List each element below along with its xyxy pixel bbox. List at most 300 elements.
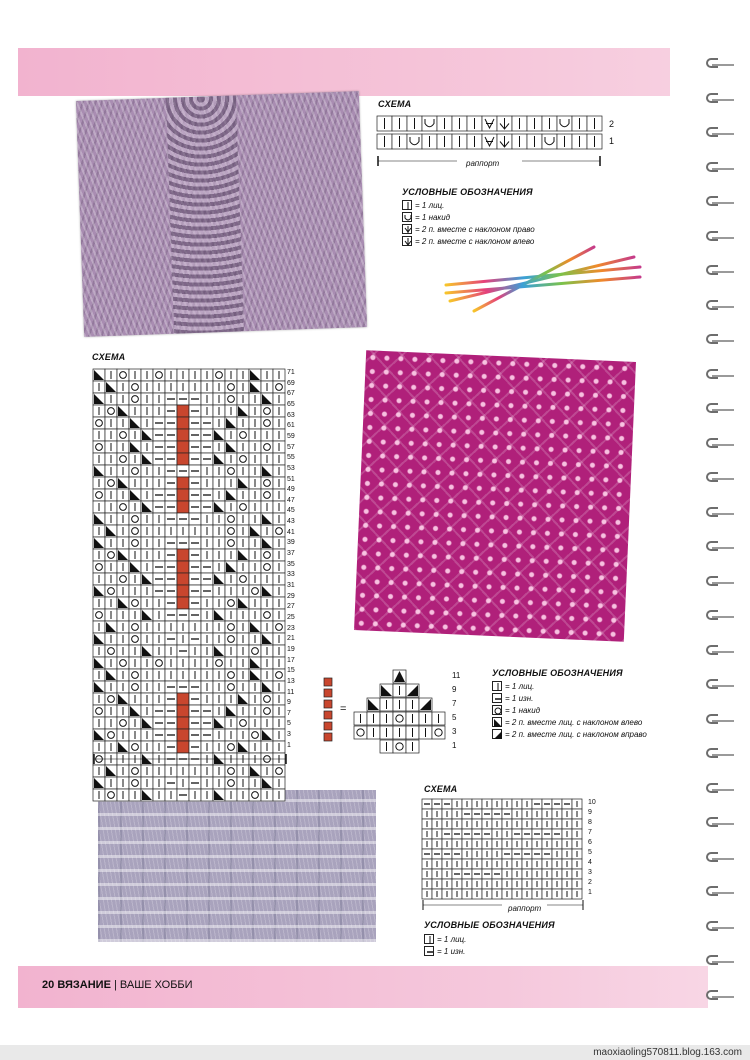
chart-cell [532, 799, 542, 809]
chart-cell [105, 489, 117, 501]
pattern1-heading: СХЕМА [378, 99, 412, 109]
chart-cell [165, 777, 177, 789]
chart-cell [189, 561, 201, 573]
chart-cell [261, 573, 273, 585]
chart-cell [492, 849, 502, 859]
chart-cell [165, 681, 177, 693]
chart-cell [442, 889, 452, 899]
chart-cell [225, 669, 237, 681]
chart-cell [117, 369, 129, 381]
chart-cell [141, 441, 153, 453]
chart-cell [237, 453, 249, 465]
chart-cell [552, 819, 562, 829]
chart-cell [117, 465, 129, 477]
chart-cell [105, 573, 117, 585]
chart-cell [261, 681, 273, 693]
chart-cell [141, 429, 153, 441]
chart-cell [422, 869, 432, 879]
chart-cell [225, 429, 237, 441]
chart-cell [225, 789, 237, 801]
chart-cell [225, 741, 237, 753]
chart-cell [261, 465, 273, 477]
chart-cell [552, 839, 562, 849]
chart-cell [129, 777, 141, 789]
chart-cell [225, 729, 237, 741]
chart-cell [129, 717, 141, 729]
chart-cell [512, 799, 522, 809]
chart-cell [201, 633, 213, 645]
chart-cell [105, 381, 117, 393]
chart-cell [512, 116, 527, 131]
chart-cell [225, 705, 237, 717]
chart-cell [237, 717, 249, 729]
knitting-needles-illustration [444, 245, 644, 315]
chart-cell [237, 645, 249, 657]
spiral-ring [706, 574, 736, 588]
chart-cell [502, 829, 512, 839]
chart-cell [572, 819, 582, 829]
chart-cell [201, 489, 213, 501]
chart-cell [189, 453, 201, 465]
chart-cell [213, 417, 225, 429]
legend-item [424, 933, 466, 945]
row-number: 67 [287, 390, 295, 398]
chart-cell [249, 441, 261, 453]
chart-cell [393, 712, 406, 725]
chart-cell [213, 549, 225, 561]
chart-cell [557, 116, 572, 131]
chart-cell [153, 405, 165, 417]
chart-cell [422, 829, 432, 839]
chart-cell [492, 799, 502, 809]
chart-cell [201, 669, 213, 681]
chart-cell [165, 717, 177, 729]
chart-cell [213, 441, 225, 453]
chart-cell [237, 393, 249, 405]
chart-cell [367, 698, 380, 711]
chart-cell [452, 116, 467, 131]
chart-cell [117, 729, 129, 741]
chart-cell [153, 393, 165, 405]
chart-cell [93, 381, 105, 393]
chart-cell [572, 829, 582, 839]
chart-cell [153, 381, 165, 393]
chart-cell [422, 889, 432, 899]
chart-cell [273, 405, 285, 417]
pattern3-legend-title: УСЛОВНЫЕ ОБОЗНАЧЕНИЯ [424, 920, 555, 930]
row-number: 1 [452, 741, 457, 750]
knit-stitch-icon [492, 681, 502, 691]
chart-cell [261, 633, 273, 645]
chart-cell [442, 849, 452, 859]
chart-cell [129, 705, 141, 717]
chart-cell [552, 799, 562, 809]
row-number: 5 [287, 720, 291, 728]
chart-cell [165, 633, 177, 645]
chart-cell [153, 369, 165, 381]
chart-cell [572, 116, 587, 131]
row-number: 65 [287, 400, 295, 408]
chart-cell [165, 489, 177, 501]
chart-cell [237, 441, 249, 453]
row-number: 19 [287, 645, 295, 653]
legend-text: = 2 п. вместе лиц. с наклоном влево [505, 717, 643, 727]
chart-cell [189, 717, 201, 729]
chart-cell [141, 405, 153, 417]
chart-cell [117, 561, 129, 573]
chart-cell [129, 417, 141, 429]
chart-cell [261, 513, 273, 525]
chart-cell [201, 513, 213, 525]
chart-cell [406, 726, 419, 739]
chart-cell [141, 393, 153, 405]
chart-cell [177, 465, 189, 477]
chart-cell [189, 657, 201, 669]
row-number: 63 [287, 411, 295, 419]
chart-cell [367, 712, 380, 725]
chart-cell [472, 849, 482, 859]
chart-cell [201, 429, 213, 441]
chart-cell [249, 417, 261, 429]
chart-cell [141, 717, 153, 729]
chart-cell [165, 597, 177, 609]
chart-cell [237, 777, 249, 789]
chart-cell [165, 381, 177, 393]
chart-cell [273, 741, 285, 753]
chart-cell [189, 573, 201, 585]
chart-cell [532, 839, 542, 849]
chart-cell [117, 477, 129, 489]
legend-item [402, 235, 535, 247]
chart-cell [153, 525, 165, 537]
chart-cell [225, 549, 237, 561]
chart-cell [153, 729, 165, 741]
chart-cell [380, 698, 393, 711]
chart-cell [249, 513, 261, 525]
chart-cell [273, 501, 285, 513]
row-number: 3 [588, 869, 592, 876]
chart-cell [165, 537, 177, 549]
chart-cell [442, 859, 452, 869]
row-number: 51 [287, 475, 295, 483]
chart-cell [117, 489, 129, 501]
legend-item [402, 199, 535, 211]
row-number: 15 [287, 667, 295, 675]
pattern2-heading: СХЕМА [92, 352, 126, 362]
spiral-ring [706, 746, 736, 760]
spiral-ring [706, 332, 736, 346]
chart-cell [261, 525, 273, 537]
chart-cell [213, 717, 225, 729]
chart-cell [249, 525, 261, 537]
chart-cell [117, 513, 129, 525]
chart-cell [153, 477, 165, 489]
row-number: 71 [287, 369, 295, 376]
chart-cell [482, 859, 492, 869]
row-number: 29 [287, 592, 295, 600]
chart-cell [165, 729, 177, 741]
chart-cell [502, 799, 512, 809]
chart-cell [213, 681, 225, 693]
chart-cell [261, 393, 273, 405]
chart-cell [225, 777, 237, 789]
chart-cell [201, 393, 213, 405]
equals-sign: = [340, 703, 347, 715]
chart-cell [213, 573, 225, 585]
spiral-ring [706, 781, 736, 795]
chart-cell [117, 525, 129, 537]
row-number: 61 [287, 422, 295, 430]
chart-cell [201, 705, 213, 717]
chart-cell [189, 537, 201, 549]
purl-stitch-icon [424, 946, 434, 956]
chart-cell [177, 405, 189, 417]
chart-cell [249, 585, 261, 597]
chart-cell [422, 819, 432, 829]
chart-cell [141, 453, 153, 465]
chart-cell [393, 670, 406, 683]
spiral-ring [706, 539, 736, 553]
swatch-photo-basketweave [98, 790, 376, 942]
pattern2-chart [93, 369, 285, 753]
chart-cell [261, 561, 273, 573]
chart-cell [432, 859, 442, 869]
chart-cell [153, 609, 165, 621]
chart-cell [392, 116, 407, 131]
chart-cell [225, 621, 237, 633]
chart-cell [177, 717, 189, 729]
chart-cell [129, 405, 141, 417]
yarn-over-icon [492, 705, 502, 715]
chart-cell [542, 859, 552, 869]
chart-cell [201, 681, 213, 693]
chart-cell [201, 561, 213, 573]
chart-cell [249, 393, 261, 405]
chart-cell [472, 889, 482, 899]
legend-item [402, 211, 535, 223]
chart-cell [117, 669, 129, 681]
spiral-ring [706, 229, 736, 243]
chart-cell [189, 597, 201, 609]
chart-cell [177, 489, 189, 501]
chart-cell [273, 777, 285, 789]
chart-cell [542, 116, 557, 131]
chart-cell [129, 393, 141, 405]
spiral-ring [706, 125, 736, 139]
chart-cell [273, 393, 285, 405]
chart-cell [324, 700, 332, 708]
chart-cell [249, 549, 261, 561]
chart-cell [117, 693, 129, 705]
pattern3-chart [422, 799, 584, 899]
pattern1-legend-title: УСЛОВНЫЕ ОБОЗНАЧЕНИЯ [402, 187, 533, 197]
chart-cell [562, 879, 572, 889]
chart-cell [153, 465, 165, 477]
chart-cell [153, 765, 165, 777]
chart-cell [273, 705, 285, 717]
chart-cell [422, 116, 437, 131]
spiral-ring [706, 712, 736, 726]
chart-cell [141, 657, 153, 669]
chart-cell [225, 369, 237, 381]
chart-cell [249, 609, 261, 621]
chart-cell [472, 809, 482, 819]
chart-cell [225, 693, 237, 705]
row-number: 10 [588, 799, 596, 806]
chart-cell [552, 809, 562, 819]
chart-cell [442, 799, 452, 809]
chart-cell [213, 489, 225, 501]
chart-cell [422, 134, 437, 149]
chart-cell [249, 729, 261, 741]
chart-cell [225, 561, 237, 573]
legend-text: = 2 п. вместе с наклоном право [415, 224, 535, 234]
chart-cell [273, 513, 285, 525]
chart-cell [189, 369, 201, 381]
chart-cell [201, 717, 213, 729]
chart-cell [141, 777, 153, 789]
spiral-ring [706, 988, 736, 1002]
chart-cell [213, 657, 225, 669]
chart-cell [141, 597, 153, 609]
chart-cell [213, 585, 225, 597]
chart-cell [532, 879, 542, 889]
chart-cell [437, 134, 452, 149]
chart-cell [261, 729, 273, 741]
row-number: 11 [287, 688, 295, 696]
chart-cell [153, 657, 165, 669]
chart-cell [462, 859, 472, 869]
chart-cell [153, 441, 165, 453]
chart-cell [129, 549, 141, 561]
chart-cell [482, 889, 492, 899]
chart-cell [572, 809, 582, 819]
row-number: 1 [287, 741, 291, 749]
chart-cell [261, 765, 273, 777]
chart-cell [141, 765, 153, 777]
chart-cell [249, 717, 261, 729]
chart-cell [422, 879, 432, 889]
chart-cell [93, 765, 105, 777]
pattern1-repeat-label: раппорт [466, 159, 500, 168]
chart-cell [249, 489, 261, 501]
chart-cell [249, 405, 261, 417]
chart-cell [249, 705, 261, 717]
chart-cell [432, 726, 445, 739]
chart-cell [472, 869, 482, 879]
spiral-ring [706, 56, 736, 70]
chart-cell [129, 513, 141, 525]
chart-cell [406, 698, 419, 711]
chart-cell [462, 849, 472, 859]
chart-cell [237, 561, 249, 573]
chart-cell [273, 429, 285, 441]
chart-cell [492, 809, 502, 819]
chart-cell [93, 417, 105, 429]
chart-cell [237, 765, 249, 777]
chart-cell [213, 765, 225, 777]
chart-cell [129, 789, 141, 801]
pattern3-repeat-bracket [422, 900, 584, 914]
chart-cell [105, 705, 117, 717]
chart-cell [105, 585, 117, 597]
swatch-photo-magenta-lace [354, 350, 636, 642]
chart-cell [442, 809, 452, 819]
chart-cell [201, 453, 213, 465]
chart-cell [129, 489, 141, 501]
chart-cell [129, 441, 141, 453]
row-number: 5 [452, 713, 457, 722]
chart-cell [273, 657, 285, 669]
chart-cell [261, 741, 273, 753]
chart-cell [105, 633, 117, 645]
left-decrease-icon [492, 717, 502, 727]
chart-cell [432, 879, 442, 889]
chart-cell [189, 645, 201, 657]
chart-cell [482, 849, 492, 859]
chart-cell [129, 693, 141, 705]
legend-item [492, 680, 647, 692]
chart-cell [237, 633, 249, 645]
chart-cell [522, 849, 532, 859]
row-number: 43 [287, 518, 295, 526]
chart-cell [165, 369, 177, 381]
chart-cell [177, 729, 189, 741]
row-number: 39 [287, 539, 295, 547]
chart-cell [153, 681, 165, 693]
legend-text: = 1 накид [415, 212, 451, 222]
chart-cell [177, 693, 189, 705]
legend-item [492, 692, 647, 704]
chart-cell [105, 741, 117, 753]
chart-cell [482, 799, 492, 809]
chart-cell [93, 537, 105, 549]
chart-cell [472, 879, 482, 889]
chart-cell [225, 405, 237, 417]
chart-cell [552, 829, 562, 839]
chart-cell [201, 549, 213, 561]
chart-cell [273, 381, 285, 393]
chart-cell [153, 573, 165, 585]
chart-cell [153, 489, 165, 501]
chart-cell [512, 869, 522, 879]
spiral-ring [706, 608, 736, 622]
chart-cell [93, 441, 105, 453]
chart-cell [437, 116, 452, 131]
chart-cell [93, 405, 105, 417]
chart-cell [261, 717, 273, 729]
spiral-ring [706, 677, 736, 691]
chart-cell [249, 429, 261, 441]
chart-cell [249, 561, 261, 573]
chart-cell [452, 839, 462, 849]
chart-cell [472, 859, 482, 869]
row-number: 47 [287, 496, 295, 504]
chart-cell [201, 573, 213, 585]
chart-cell [324, 722, 332, 730]
chart-cell [522, 839, 532, 849]
chart-cell [177, 573, 189, 585]
chart-cell [237, 489, 249, 501]
chart-cell [141, 705, 153, 717]
chart-cell [213, 669, 225, 681]
chart-cell [552, 849, 562, 859]
chart-cell [117, 549, 129, 561]
chart-cell [419, 726, 432, 739]
chart-cell [201, 597, 213, 609]
pattern2-legend-title: УСЛОВНЫЕ ОБОЗНАЧЕНИЯ [492, 668, 623, 678]
chart-cell [261, 657, 273, 669]
